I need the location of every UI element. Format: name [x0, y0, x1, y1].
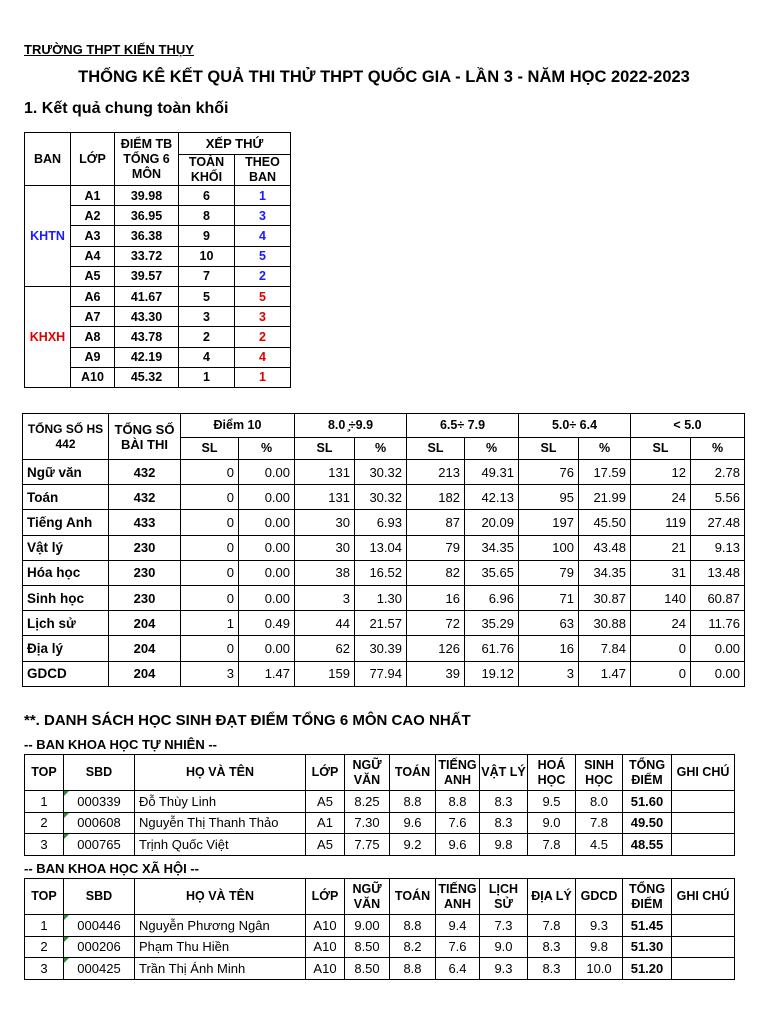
percent-cell: 0.00	[239, 510, 295, 535]
rank-overall-cell: 4	[179, 347, 235, 367]
header-name: HỌ VÀ TÊN	[135, 755, 306, 791]
section-1-heading: 1. Kết quả chung toàn khối	[24, 100, 229, 117]
total-score-cell: 51.45	[623, 915, 672, 937]
count-cell: 1	[181, 611, 239, 636]
rank-by-ban-cell: 3	[235, 307, 291, 327]
header-toan-khoi: TOÀN KHỐI	[179, 155, 235, 186]
subject-score-cell: 7.30	[345, 812, 390, 834]
percent-cell: 0.00	[691, 636, 745, 661]
header-ngu-van: NGỮ VĂN	[345, 879, 390, 915]
subject-score-cell: 9.5	[528, 791, 576, 813]
khtn-top-students-table	[24, 754, 735, 856]
total-exams-cell: 230	[109, 535, 181, 560]
header-lop: LỚP	[306, 879, 345, 915]
header-sinh-hoc: SINH HỌC	[576, 755, 623, 791]
count-cell: 71	[519, 585, 579, 610]
subject-score-cell: 8.3	[480, 812, 528, 834]
note-cell	[672, 812, 735, 834]
header-sl: SL	[519, 438, 579, 460]
rank-cell: 1	[25, 915, 64, 937]
header-sbd: SBD	[64, 755, 135, 791]
avg-score-cell: 43.78	[115, 327, 179, 347]
header-pct: %	[355, 438, 407, 460]
rank-cell: 3	[25, 834, 64, 856]
sbd-cell: 000608	[64, 812, 135, 834]
header-pct: %	[465, 438, 519, 460]
percent-cell: 35.29	[465, 611, 519, 636]
count-cell: 79	[519, 560, 579, 585]
count-cell: 0	[181, 636, 239, 661]
total-exams-cell: 230	[109, 560, 181, 585]
subject-cell: Tiếng Anh	[23, 510, 109, 535]
header-xep-thu: XẾP THỨ	[179, 133, 291, 155]
count-cell: 72	[407, 611, 465, 636]
count-cell: 82	[407, 560, 465, 585]
subject-cell: Sinh học	[23, 585, 109, 610]
class-ranking-table	[24, 132, 291, 388]
avg-score-cell: 36.95	[115, 206, 179, 226]
count-cell: 79	[407, 535, 465, 560]
rank-by-ban-cell: 1	[235, 367, 291, 387]
subject-cell: GDCD	[23, 661, 109, 686]
percent-cell: 60.87	[691, 585, 745, 610]
subject-cell: Địa lý	[23, 636, 109, 661]
table-row	[25, 186, 291, 206]
count-cell: 131	[295, 485, 355, 510]
count-cell: 119	[631, 510, 691, 535]
percent-cell: 9.13	[691, 535, 745, 560]
note-cell	[672, 936, 735, 958]
count-cell: 24	[631, 485, 691, 510]
header-name: HỌ VÀ TÊN	[135, 879, 306, 915]
header-theo-ban: THEO BAN	[235, 155, 291, 186]
band-header: 6.5÷ 7.9	[407, 414, 519, 438]
header-sl: SL	[295, 438, 355, 460]
table-row	[25, 812, 735, 834]
percent-cell: 20.09	[465, 510, 519, 535]
sbd-cell: 000446	[64, 915, 135, 937]
rank-by-ban-cell: 4	[235, 226, 291, 246]
subject-cell: Ngữ văn	[23, 460, 109, 485]
subject-score-cell: 9.0	[528, 812, 576, 834]
table-row	[25, 958, 735, 980]
header-tieng-anh: TIẾNG ANH	[436, 755, 480, 791]
total-exams-cell: 432	[109, 485, 181, 510]
percent-cell: 30.88	[579, 611, 631, 636]
subject-score-cell: 4.5	[576, 834, 623, 856]
khxh-label: -- BAN KHOA HỌC XÃ HỘI --	[24, 861, 200, 876]
header-lich-su: LỊCH SỬ	[480, 879, 528, 915]
header-ngu-van: NGỮ VĂN	[345, 755, 390, 791]
count-cell: 38	[295, 560, 355, 585]
percent-cell: 16.52	[355, 560, 407, 585]
sbd-cell: 000765	[64, 834, 135, 856]
student-name-cell: Nguyễn Phương Ngân	[135, 915, 306, 937]
total-score-cell: 51.60	[623, 791, 672, 813]
total-exams-cell: 204	[109, 611, 181, 636]
band-header: 8.0 ̧÷9.9	[295, 414, 407, 438]
percent-cell: 30.32	[355, 460, 407, 485]
percent-cell: 21.57	[355, 611, 407, 636]
percent-cell: 43.48	[579, 535, 631, 560]
avg-score-cell: 42.19	[115, 347, 179, 367]
count-cell: 30	[295, 535, 355, 560]
count-cell: 3	[295, 585, 355, 610]
ban-name: KHXH	[25, 286, 71, 387]
percent-cell: 27.48	[691, 510, 745, 535]
count-cell: 0	[631, 636, 691, 661]
student-name-cell: Trịnh Quốc Việt	[135, 834, 306, 856]
avg-score-cell: 36.38	[115, 226, 179, 246]
subject-score-cell: 7.8	[576, 812, 623, 834]
count-cell: 87	[407, 510, 465, 535]
subject-cell: Toán	[23, 485, 109, 510]
subject-score-cell: 9.6	[436, 834, 480, 856]
header-ghi-chu: GHI CHÚ	[672, 879, 735, 915]
count-cell: 0	[181, 460, 239, 485]
class-cell: A10	[306, 915, 345, 937]
band-header: Điểm 10	[181, 414, 295, 438]
student-name-cell: Đỗ Thùy Linh	[135, 791, 306, 813]
count-cell: 12	[631, 460, 691, 485]
table-row	[23, 460, 745, 485]
header-tong-diem: TỔNG ĐIỂM	[623, 755, 672, 791]
count-cell: 126	[407, 636, 465, 661]
percent-cell: 0.00	[239, 636, 295, 661]
percent-cell: 30.39	[355, 636, 407, 661]
percent-cell: 49.31	[465, 460, 519, 485]
header-vat-ly: VẬT LÝ	[480, 755, 528, 791]
subject-score-cell: 9.0	[480, 936, 528, 958]
count-cell: 39	[407, 661, 465, 686]
percent-cell: 7.84	[579, 636, 631, 661]
count-cell: 62	[295, 636, 355, 661]
class-cell: A5	[306, 791, 345, 813]
class-cell: A9	[71, 347, 115, 367]
score-distribution-table	[22, 413, 745, 687]
subject-score-cell: 8.50	[345, 958, 390, 980]
percent-cell: 0.00	[239, 460, 295, 485]
subject-cell: Lịch sử	[23, 611, 109, 636]
subject-score-cell: 8.25	[345, 791, 390, 813]
percent-cell: 34.35	[579, 560, 631, 585]
subject-score-cell: 9.8	[480, 834, 528, 856]
header-top: TOP	[25, 755, 64, 791]
header-ghi-chu: GHI CHÚ	[672, 755, 735, 791]
table-row	[25, 286, 291, 306]
header-sbd: SBD	[64, 879, 135, 915]
class-cell: A3	[71, 226, 115, 246]
percent-cell: 21.99	[579, 485, 631, 510]
total-score-cell: 51.20	[623, 958, 672, 980]
count-cell: 0	[181, 585, 239, 610]
class-cell: A10	[306, 958, 345, 980]
table-row	[25, 915, 735, 937]
note-cell	[672, 791, 735, 813]
subject-score-cell: 9.8	[576, 936, 623, 958]
header-lop: LỚP	[306, 755, 345, 791]
header-gdcd: GDCD	[576, 879, 623, 915]
subject-score-cell: 8.3	[480, 791, 528, 813]
header-pct: %	[691, 438, 745, 460]
count-cell: 24	[631, 611, 691, 636]
table-row	[23, 510, 745, 535]
table-row	[25, 936, 735, 958]
count-cell: 3	[181, 661, 239, 686]
section-2-heading: **. DANH SÁCH HỌC SINH ĐẠT ĐIỂM TỔNG 6 MÔN CAO NHẤT	[24, 712, 471, 729]
rank-by-ban-cell: 4	[235, 347, 291, 367]
header-sl: SL	[407, 438, 465, 460]
percent-cell: 5.56	[691, 485, 745, 510]
subject-score-cell: 9.4	[436, 915, 480, 937]
count-cell: 44	[295, 611, 355, 636]
header-sl: SL	[631, 438, 691, 460]
rank-cell: 2	[25, 812, 64, 834]
note-cell	[672, 958, 735, 980]
class-cell: A10	[306, 936, 345, 958]
header-tong-hs: TỔNG SỐ HS 442	[23, 414, 109, 460]
percent-cell: 11.76	[691, 611, 745, 636]
subject-score-cell: 8.8	[436, 791, 480, 813]
table-row	[23, 661, 745, 686]
table-row	[23, 485, 745, 510]
count-cell: 0	[181, 510, 239, 535]
count-cell: 95	[519, 485, 579, 510]
rank-overall-cell: 7	[179, 266, 235, 286]
total-exams-cell: 204	[109, 661, 181, 686]
subject-cell: Vật lý	[23, 535, 109, 560]
count-cell: 159	[295, 661, 355, 686]
avg-score-cell: 39.98	[115, 186, 179, 206]
class-cell: A10	[71, 367, 115, 387]
total-exams-cell: 432	[109, 460, 181, 485]
table-row	[23, 611, 745, 636]
percent-cell: 0.00	[239, 535, 295, 560]
school-name: TRƯỜNG THPT KIẾN THỤY	[24, 42, 194, 57]
subject-score-cell: 7.8	[528, 834, 576, 856]
total-exams-cell: 204	[109, 636, 181, 661]
avg-score-cell: 33.72	[115, 246, 179, 266]
percent-cell: 13.04	[355, 535, 407, 560]
header-toan: TOÁN	[390, 879, 436, 915]
count-cell: 3	[519, 661, 579, 686]
percent-cell: 1.47	[239, 661, 295, 686]
percent-cell: 17.59	[579, 460, 631, 485]
subject-score-cell: 7.6	[436, 936, 480, 958]
class-cell: A1	[306, 812, 345, 834]
header-sl: SL	[181, 438, 239, 460]
subject-score-cell: 9.00	[345, 915, 390, 937]
header-tong-diem: TỔNG ĐIỂM	[623, 879, 672, 915]
class-cell: A1	[71, 186, 115, 206]
percent-cell: 0.00	[239, 560, 295, 585]
subject-score-cell: 9.3	[480, 958, 528, 980]
header-toan: TOÁN	[390, 755, 436, 791]
percent-cell: 6.96	[465, 585, 519, 610]
count-cell: 131	[295, 460, 355, 485]
class-cell: A4	[71, 246, 115, 266]
rank-overall-cell: 2	[179, 327, 235, 347]
header-ban: BAN	[25, 133, 71, 186]
rank-by-ban-cell: 5	[235, 246, 291, 266]
rank-overall-cell: 5	[179, 286, 235, 306]
subject-cell: Hóa học	[23, 560, 109, 585]
note-cell	[672, 915, 735, 937]
rank-overall-cell: 1	[179, 367, 235, 387]
rank-overall-cell: 10	[179, 246, 235, 266]
count-cell: 63	[519, 611, 579, 636]
header-pct: %	[579, 438, 631, 460]
subject-score-cell: 7.6	[436, 812, 480, 834]
sbd-cell: 000425	[64, 958, 135, 980]
avg-score-cell: 39.57	[115, 266, 179, 286]
total-score-cell: 49.50	[623, 812, 672, 834]
subject-score-cell: 7.75	[345, 834, 390, 856]
sbd-cell: 000206	[64, 936, 135, 958]
khxh-top-students-table	[24, 878, 735, 980]
percent-cell: 0.00	[239, 585, 295, 610]
khtn-label: -- BAN KHOA HỌC TỰ NHIÊN --	[24, 737, 218, 752]
class-cell: A5	[306, 834, 345, 856]
rank-by-ban-cell: 2	[235, 266, 291, 286]
percent-cell: 45.50	[579, 510, 631, 535]
note-cell	[672, 834, 735, 856]
total-exams-cell: 230	[109, 585, 181, 610]
count-cell: 31	[631, 560, 691, 585]
count-cell: 213	[407, 460, 465, 485]
count-cell: 182	[407, 485, 465, 510]
count-cell: 197	[519, 510, 579, 535]
subject-score-cell: 7.3	[480, 915, 528, 937]
table-row	[25, 791, 735, 813]
subject-score-cell: 8.0	[576, 791, 623, 813]
percent-cell: 34.35	[465, 535, 519, 560]
rank-by-ban-cell: 5	[235, 286, 291, 306]
total-exams-cell: 433	[109, 510, 181, 535]
class-cell: A8	[71, 327, 115, 347]
rank-overall-cell: 9	[179, 226, 235, 246]
rank-overall-cell: 8	[179, 206, 235, 226]
avg-score-cell: 43.30	[115, 307, 179, 327]
percent-cell: 0.00	[239, 485, 295, 510]
total-score-cell: 51.30	[623, 936, 672, 958]
percent-cell: 35.65	[465, 560, 519, 585]
header-top: TOP	[25, 879, 64, 915]
table-row	[23, 560, 745, 585]
band-header: < 5.0	[631, 414, 745, 438]
page-title: THỐNG KÊ KẾT QUẢ THI THỬ THPT QUỐC GIA - LẦN 3 - NĂM HỌC 2022-2023	[78, 68, 690, 86]
percent-cell: 19.12	[465, 661, 519, 686]
rank-overall-cell: 6	[179, 186, 235, 206]
percent-cell: 1.47	[579, 661, 631, 686]
header-pct: %	[239, 438, 295, 460]
percent-cell: 0.00	[691, 661, 745, 686]
rank-by-ban-cell: 2	[235, 327, 291, 347]
percent-cell: 30.32	[355, 485, 407, 510]
rank-cell: 3	[25, 958, 64, 980]
student-name-cell: Nguyễn Thị Thanh Thảo	[135, 812, 306, 834]
count-cell: 0	[181, 535, 239, 560]
header-diem-tb: ĐIỂM TB TỔNG 6 MÔN	[115, 133, 179, 186]
percent-cell: 61.76	[465, 636, 519, 661]
header-tong-bai: TỔNG SỐ BÀI THI	[109, 414, 181, 460]
header-hoa-hoc: HOÁ HỌC	[528, 755, 576, 791]
class-cell: A6	[71, 286, 115, 306]
rank-cell: 2	[25, 936, 64, 958]
subject-score-cell: 9.6	[390, 812, 436, 834]
table-row	[23, 636, 745, 661]
subject-score-cell: 8.50	[345, 936, 390, 958]
avg-score-cell: 45.32	[115, 367, 179, 387]
count-cell: 0	[631, 661, 691, 686]
subject-score-cell: 8.8	[390, 791, 436, 813]
class-cell: A7	[71, 307, 115, 327]
table-row	[25, 834, 735, 856]
percent-cell: 30.87	[579, 585, 631, 610]
table-row	[23, 585, 745, 610]
count-cell: 30	[295, 510, 355, 535]
count-cell: 0	[181, 560, 239, 585]
subject-score-cell: 10.0	[576, 958, 623, 980]
sbd-cell: 000339	[64, 791, 135, 813]
header-tieng-anh: TIẾNG ANH	[436, 879, 480, 915]
percent-cell: 42.13	[465, 485, 519, 510]
header-dia-ly: ĐỊA LÝ	[528, 879, 576, 915]
rank-by-ban-cell: 3	[235, 206, 291, 226]
subject-score-cell: 8.8	[390, 958, 436, 980]
avg-score-cell: 41.67	[115, 286, 179, 306]
percent-cell: 6.93	[355, 510, 407, 535]
subject-score-cell: 7.8	[528, 915, 576, 937]
subject-score-cell: 6.4	[436, 958, 480, 980]
subject-score-cell: 8.3	[528, 958, 576, 980]
rank-cell: 1	[25, 791, 64, 813]
count-cell: 76	[519, 460, 579, 485]
percent-cell: 1.30	[355, 585, 407, 610]
percent-cell: 77.94	[355, 661, 407, 686]
percent-cell: 0.49	[239, 611, 295, 636]
count-cell: 16	[519, 636, 579, 661]
student-name-cell: Trần Thị Ánh Minh	[135, 958, 306, 980]
subject-score-cell: 8.2	[390, 936, 436, 958]
ban-name: KHTN	[25, 186, 71, 287]
student-name-cell: Phạm Thu Hiền	[135, 936, 306, 958]
subject-score-cell: 9.2	[390, 834, 436, 856]
band-header: 5.0÷ 6.4	[519, 414, 631, 438]
rank-by-ban-cell: 1	[235, 186, 291, 206]
subject-score-cell: 8.3	[528, 936, 576, 958]
count-cell: 16	[407, 585, 465, 610]
total-score-cell: 48.55	[623, 834, 672, 856]
count-cell: 100	[519, 535, 579, 560]
class-cell: A5	[71, 266, 115, 286]
subject-score-cell: 8.8	[390, 915, 436, 937]
class-cell: A2	[71, 206, 115, 226]
count-cell: 0	[181, 485, 239, 510]
count-cell: 21	[631, 535, 691, 560]
rank-overall-cell: 3	[179, 307, 235, 327]
header-lop: LỚP	[71, 133, 115, 186]
percent-cell: 2.78	[691, 460, 745, 485]
count-cell: 140	[631, 585, 691, 610]
percent-cell: 13.48	[691, 560, 745, 585]
subject-score-cell: 9.3	[576, 915, 623, 937]
table-row	[23, 535, 745, 560]
